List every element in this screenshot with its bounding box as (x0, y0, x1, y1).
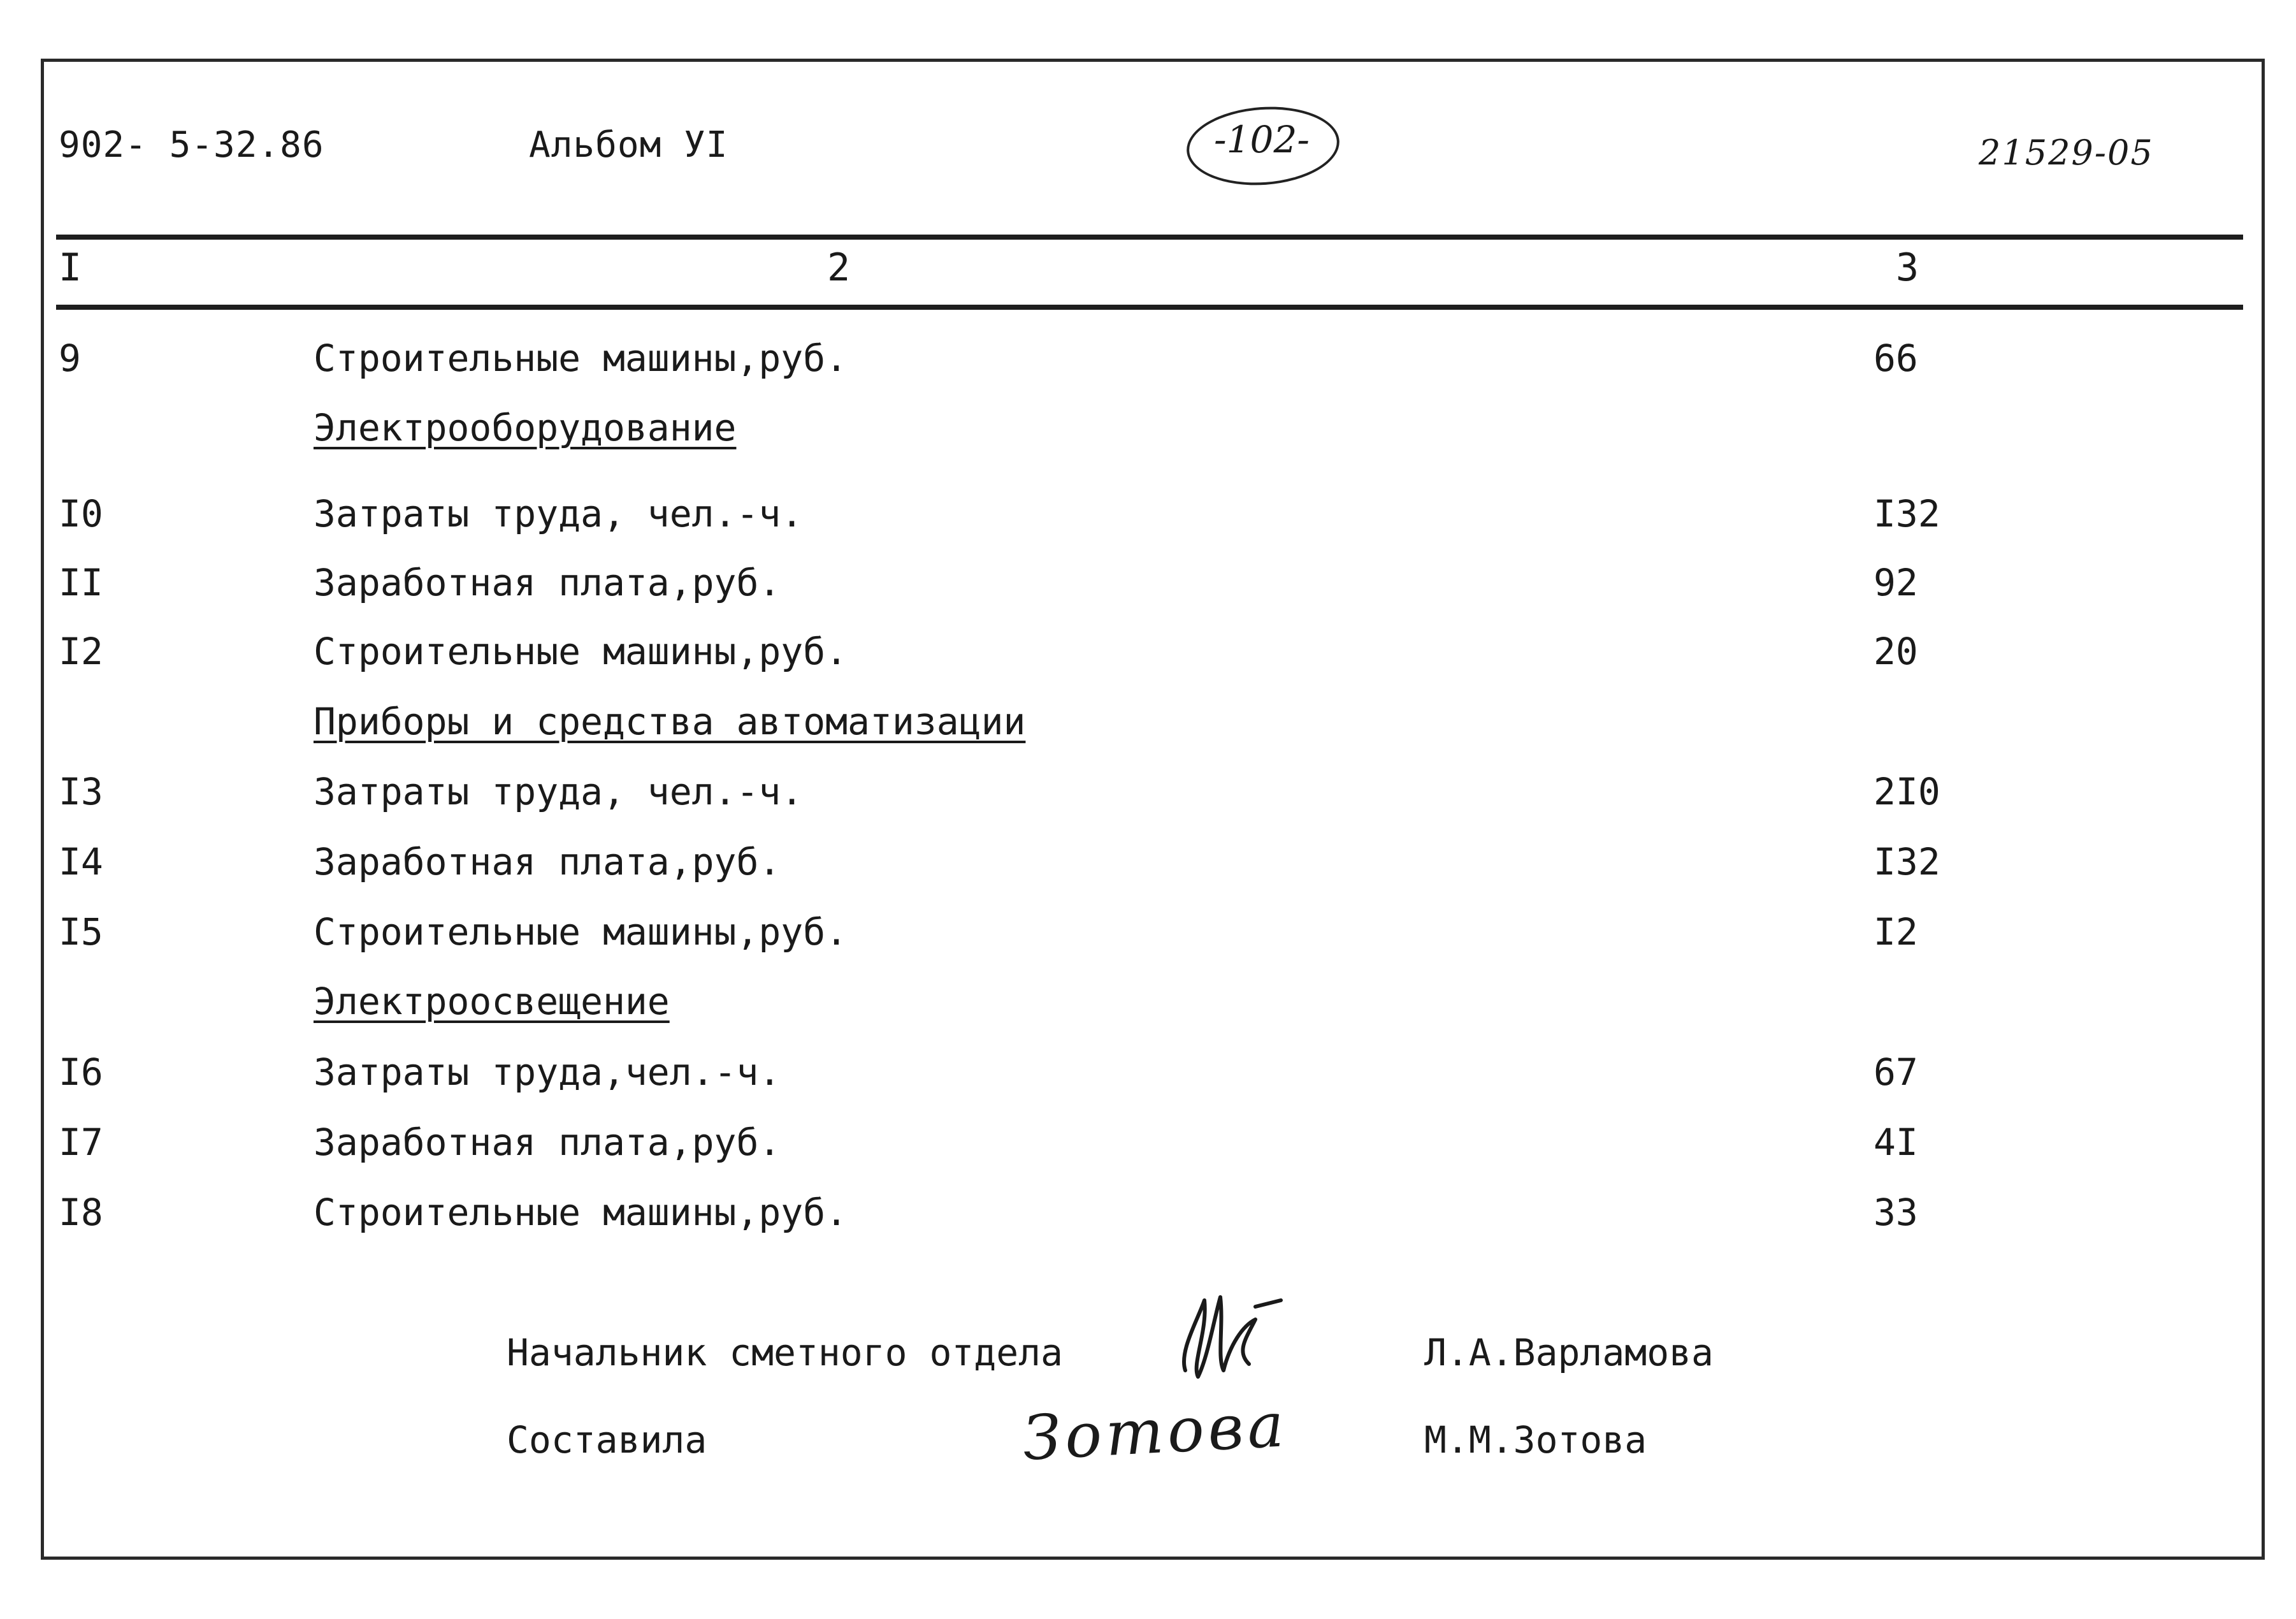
section-heading: Электрооборудование (314, 406, 737, 449)
doc-code: 902- 5-32.86 (59, 124, 324, 166)
top-rule (56, 235, 2243, 240)
row-number: I3 (59, 770, 103, 813)
signature-scribble-varlamova (1160, 1281, 1287, 1390)
row-number: I2 (59, 630, 103, 673)
row-value: 4I (1874, 1121, 1918, 1164)
row-text: Затраты труда, чел.-ч. (314, 770, 804, 813)
signature-role-compiler: Составила (507, 1418, 707, 1462)
row-text: Затраты труда, чел.-ч. (314, 492, 804, 535)
col-head-1: I (59, 245, 82, 290)
row-text: Строительные машины,руб. (314, 910, 848, 954)
header-bottom-rule (56, 305, 2243, 310)
row-number: I7 (59, 1121, 103, 1164)
col-head-2: 2 (827, 245, 851, 290)
section-heading: Электроосвещение (314, 980, 670, 1023)
signature-role-head: Начальник сметного отдела (507, 1331, 1063, 1374)
row-text: Строительные машины,руб. (314, 1191, 848, 1234)
row-number: I6 (59, 1050, 103, 1094)
row-value: I2 (1874, 910, 1918, 954)
row-text: Заработная плата,руб. (314, 561, 781, 604)
signature-name-head: Л.А.Варламова (1424, 1331, 1714, 1374)
row-number: II (59, 561, 103, 604)
row-number: I8 (59, 1191, 103, 1234)
row-value: I32 (1874, 840, 1940, 883)
row-value: I32 (1874, 492, 1940, 535)
row-number: I4 (59, 840, 103, 883)
row-number: I5 (59, 910, 103, 954)
row-value: 67 (1874, 1050, 1918, 1094)
section-heading: Приборы и средства автоматизации (314, 700, 1026, 743)
row-value: 20 (1874, 630, 1918, 673)
row-text: Строительные машины,руб. (314, 337, 848, 380)
row-value: 2I0 (1874, 770, 1940, 813)
ref-number: 21529-05 (1979, 133, 2154, 173)
row-text: Затраты труда,чел.-ч. (314, 1050, 781, 1094)
col-head-3: 3 (1896, 245, 1919, 290)
page-stamp-number: -102- (1214, 118, 1310, 161)
signature-name-compiler: М.М.Зотова (1424, 1418, 1647, 1462)
row-value: 92 (1874, 561, 1918, 604)
album-label: Альбом УI (529, 124, 728, 166)
row-text: Строительные машины,руб. (314, 630, 848, 673)
row-text: Заработная плата,руб. (314, 840, 781, 883)
signature-handwritten-zotova: Зотова (1021, 1389, 1290, 1474)
row-value: 33 (1874, 1191, 1918, 1234)
row-number: I0 (59, 492, 103, 535)
row-number: 9 (59, 337, 81, 380)
row-value: 66 (1874, 337, 1918, 380)
row-text: Заработная плата,руб. (314, 1121, 781, 1164)
